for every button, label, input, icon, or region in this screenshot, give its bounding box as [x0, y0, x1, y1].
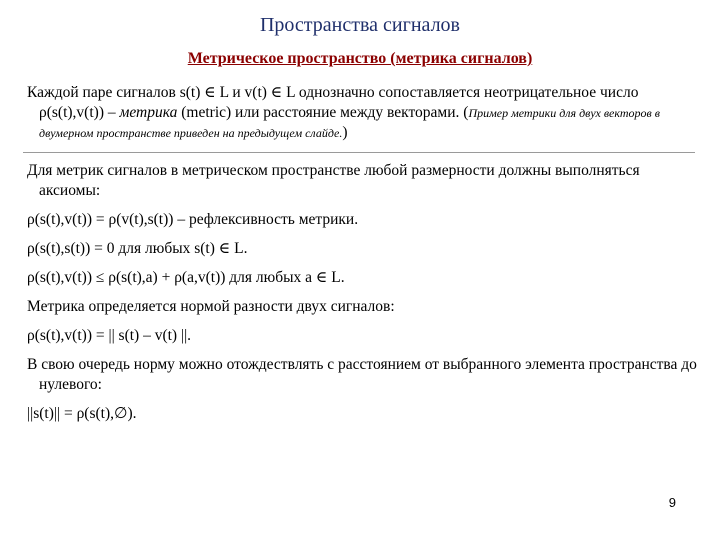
slide-content — [27, 83, 703, 433]
axioms-intro: Для метрик сигналов в метрическом пространстве любой размерности должны выполняться аксиомы: — [27, 162, 640, 199]
slide-title: Пространства сигналов — [259, 14, 461, 36]
metric-term: метрика — [119, 104, 178, 121]
slide-subtitle: Метрическое пространство (метрика сигналов) — [187, 50, 533, 67]
section-divider — [23, 152, 695, 153]
norm-formula: ρ(s(t),v(t)) = || s(t) – v(t) ||. — [27, 327, 192, 344]
axiom-symmetry: ρ(s(t),v(t)) = ρ(v(t),s(t)) – рефлексивность метрики. — [27, 211, 359, 228]
intro-text-2: (metric) или расстояние между векторами. ( — [177, 104, 469, 121]
intro-paragraph — [27, 83, 703, 143]
norm-formula-2: ||s(t)|| = ρ(s(t),∅). — [27, 405, 137, 422]
intro-text: Каждой паре сигналов s(t) ∈ L и v(t) ∈ L однозначно сопоставляется неотрицательное число ρ(s(t),v(t)) – — [27, 84, 639, 121]
page-number: 9 — [668, 495, 676, 510]
intro-close: ) — [342, 124, 348, 141]
norm-distance-text: В свою очередь норму можно отождествлять с расстоянием от выбранного элемента пространства до нулевого: — [27, 356, 697, 393]
norm-intro: Метрика определяется нормой разности двух сигналов: — [27, 298, 395, 315]
example-note: Пример метрики для двух векторов в двумерном пространстве приведен на предыдущем слайде. — [39, 106, 660, 140]
axiom-triangle: ρ(s(t),v(t)) ≤ ρ(s(t),a) + ρ(a,v(t)) для любых a ∈ L. — [27, 269, 345, 286]
axiom-identity: ρ(s(t),s(t)) = 0 для любых s(t) ∈ L. — [27, 240, 248, 257]
